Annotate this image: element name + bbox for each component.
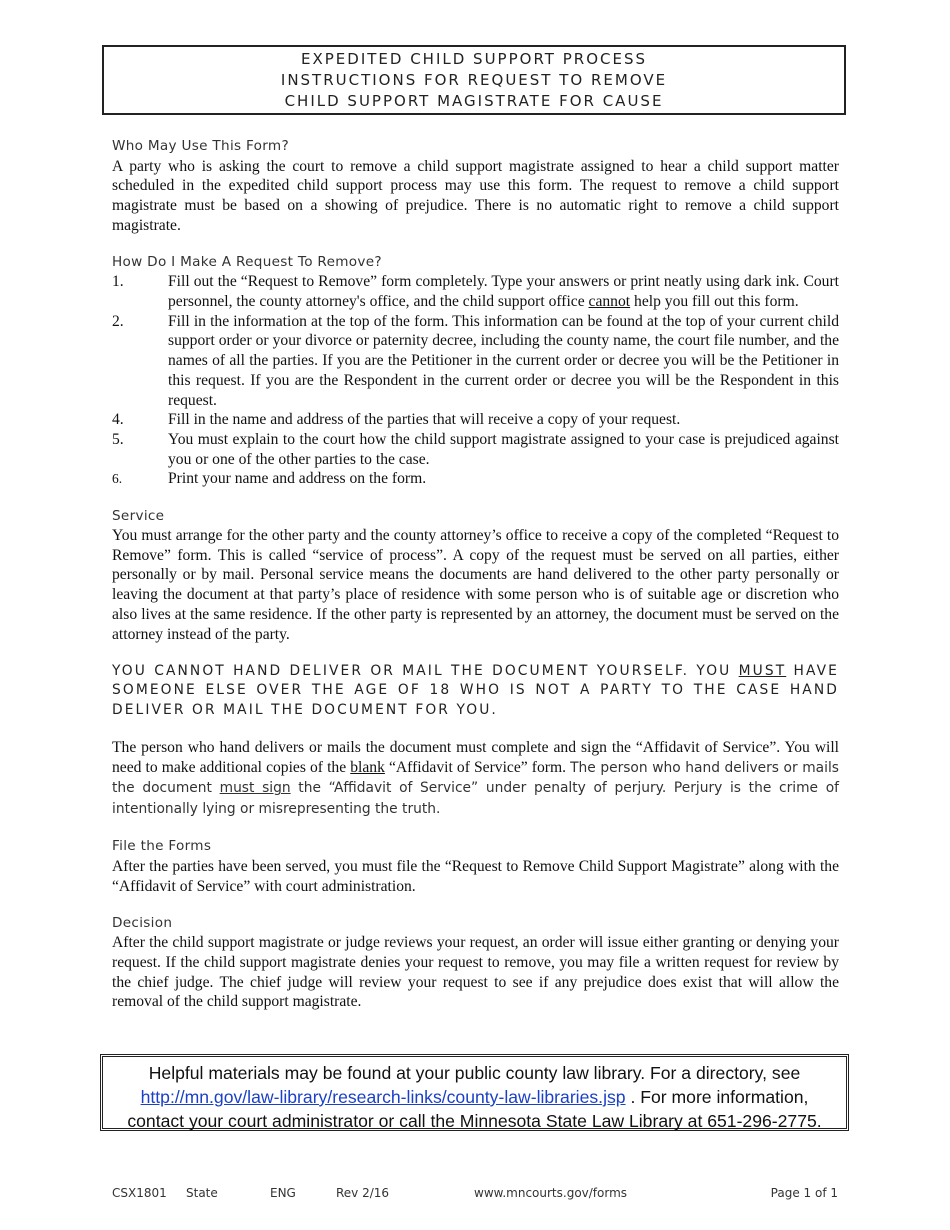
instructions-body xyxy=(112,137,839,1012)
help-line-3: contact your court administrator or call the Minnesota State Law Library at 651-296-2775. xyxy=(127,1111,822,1131)
section-heading-how: How Do I Make A Request To Remove? xyxy=(112,253,382,270)
form-language: ENG xyxy=(270,1186,296,1200)
step-text: Print your name and address on the form. xyxy=(168,470,427,488)
list-item xyxy=(112,410,839,430)
decision-paragraph: After the child support magistrate or judge reviews your request, an order will issue either granting or denying your request. If the child support magistrate denies your request to remove, you may file a written request for review by the chief judge. The chief judge will review your request to see if any prejudice does exist that will allow the removal of the child support magistrate. xyxy=(112,934,839,1011)
section-heading-who: Who May Use This Form? xyxy=(112,138,289,154)
service-paragraph: You must arrange for the other party and the county attorney’s office to receive a copy of the completed “Request to Remove” form. This is called “service of process”. A copy of the request must be served on all parties, either personally or by mail. Personal service means the documents are hand delivered to the other party personally or leaving the document at that party’s place of residence with some person who is of suitable age or discretion who also lives at the same residence. If the other party is represented by an attorney, the document must be served on the attorney instead of the party. xyxy=(112,527,839,643)
caps-warning: YOU CANNOT HAND DELIVER OR MAIL THE DOCUMENT YOURSELF. YOU MUST HAVE SOMEONE ELSE OVER THE AGE OF 18 WHO IS NOT A PARTY TO THE CASE HAND DELIVER OR MAIL THE DOCUMENT FOR YOU. xyxy=(112,662,839,718)
step-number: 6. xyxy=(112,471,123,487)
form-state: State xyxy=(186,1186,218,1200)
step-number: 4. xyxy=(112,411,124,429)
help-line-2: http://mn.gov/law-library/research-links/county-law-libraries.jsp . For more information, xyxy=(140,1087,809,1107)
underlined-word: blank xyxy=(350,758,385,776)
section-heading-service: Service xyxy=(112,507,165,524)
underlined-word: must sign xyxy=(219,780,291,797)
title-box xyxy=(102,45,846,115)
file-paragraph: After the parties have been served, you must file the “Request to Remove Child Support Magistrate” along with the “Affidavit of Service” with court administration. xyxy=(112,857,839,895)
list-item xyxy=(112,272,839,311)
step-text: Fill in the information at the top of the form. This information can be found at the top of your current child support order or your divorce or paternity decree, including the county name, the court file number, and the names of all the parties. If you are the Petitioner in the current order or decree you will be the Petitioner in this request. If you are the Respondent in the current order or decree you will be the Respondent in this request. xyxy=(168,312,839,409)
underlined-word: MUST xyxy=(738,662,787,679)
law-library-link[interactable]: http://mn.gov/law-library/research-links/county-law-libraries.jsp xyxy=(140,1087,626,1107)
help-box xyxy=(100,1054,849,1131)
who-paragraph: A party who is asking the court to remove a child support magistrate assigned to hear a child support matter scheduled in the expedited child support process may use this form. The request to remove a child support magistrate must be based on a showing of prejudice. There is no automatic right to remove a child support magistrate. xyxy=(112,157,839,234)
step-text: Fill out the “Request to Remove” form completely. Type your answers or print neatly using dark ink. Court personnel, the county attorney's office, and the child support office cannot help you fill out this form. xyxy=(168,273,839,311)
form-revision: Rev 2/16 xyxy=(336,1186,390,1200)
help-line-1: Helpful materials may be found at your public county law library. For a directory, see xyxy=(148,1063,801,1083)
step-number: 2. xyxy=(112,312,124,330)
list-item xyxy=(112,430,839,469)
step-text: You must explain to the court how the child support magistrate assigned to your case is prejudiced against you or one of the other parties to the case. xyxy=(168,430,839,468)
title-line-2: INSTRUCTIONS FOR REQUEST TO REMOVE xyxy=(280,70,668,89)
step-number: 5. xyxy=(112,430,124,448)
step-text: Fill in the name and address of the parties that will receive a copy of your request. xyxy=(168,411,681,429)
footer xyxy=(112,1186,838,1202)
forms-url: www.mncourts.gov/forms xyxy=(474,1186,628,1200)
affidavit-paragraph: The person who hand delivers or mails the document must complete and sign the “Affidavit of Service”. You will need to make additional copies of the blank “Affidavit of Service” form. The person who hand delivers or mails the document must sign the “Affidavit of Service” under penalty of perjury. Perjury is the crime of intentionally lying or misrepresenting the truth. xyxy=(112,739,839,818)
step-number: 1. xyxy=(112,273,124,291)
form-code: CSX1801 xyxy=(112,1186,167,1200)
title-line-1: EXPEDITED CHILD SUPPORT PROCESS xyxy=(301,49,647,68)
section-heading-decision: Decision xyxy=(112,914,173,931)
section-heading-file: File the Forms xyxy=(112,838,212,855)
list-item xyxy=(112,469,839,489)
steps-list xyxy=(112,272,839,489)
title-line-3: CHILD SUPPORT MAGISTRATE FOR CAUSE xyxy=(284,91,664,110)
underlined-word: cannot xyxy=(588,293,631,311)
list-item xyxy=(112,312,839,411)
page-number: Page 1 of 1 xyxy=(770,1186,838,1200)
